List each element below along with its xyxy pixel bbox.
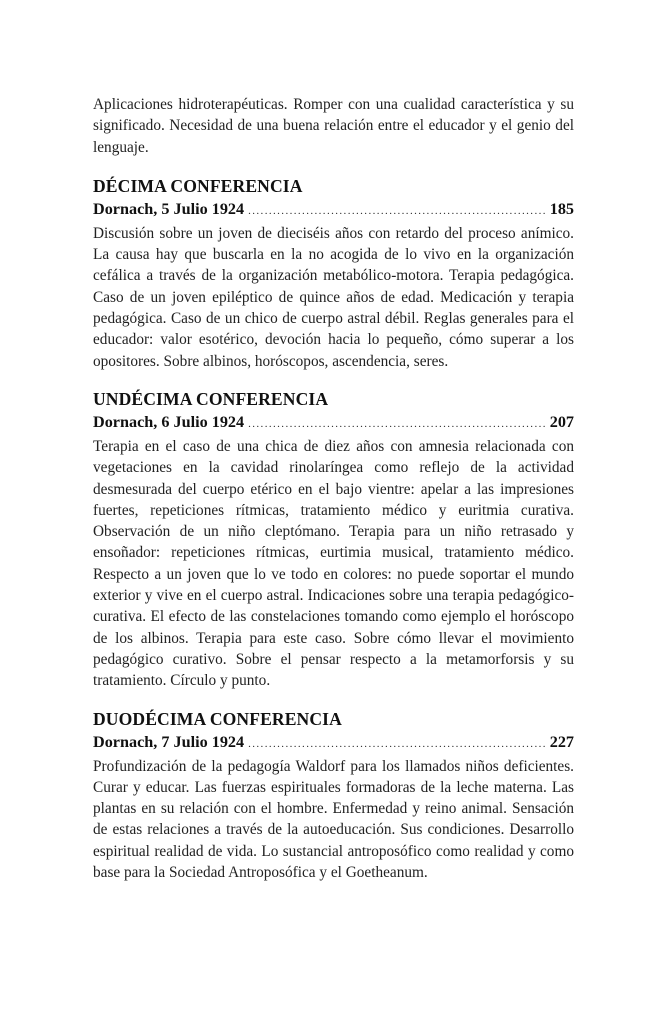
section-title: DUODÉCIMA CONFERENCIA bbox=[93, 708, 342, 729]
entry-line bbox=[93, 198, 574, 223]
page-number: 185 bbox=[549, 199, 574, 218]
section-title: DÉCIMA CONFERENCIA bbox=[93, 175, 303, 196]
entry-date: Dornach, 5 Julio 1924 bbox=[93, 199, 245, 218]
section-summary: Terapia en el caso de una chica de diez años con amnesia relacionada con vegetaciones en la cavidad rinolaríngea como reflejo de la actividad desmesurada del cuerpo etérico en el bajo vientre: apelar a las impresiones fuertes, repeticiones rítmicas, tratamiento médico y euritmia curativa. Observación de un niño cleptómano. Terapia para un niño retrasado y ensoñador: repeticiones rítmicas, eurtimia musical, tratamiento médico. Respecto a un joven que lo ve todo en colores: no puede soportar el mundo exterior y vive en el cuerpo astral. Indicaciones sobre una terapia pedagógico-curativa. El efecto de las constelaciones tomando como ejemplo el horóscopo de los albinos. Terapia para este caso. Sobre cómo llevar el movimiento pedagógico curativo. Sobre el pensar respecto a la metamorforsis y su tratamiento. Círculo y punto. bbox=[93, 437, 574, 690]
entry-date: Dornach, 7 Julio 1924 bbox=[93, 732, 245, 751]
dot-leader bbox=[248, 200, 546, 223]
entry-line bbox=[93, 411, 574, 436]
section-decima bbox=[93, 175, 574, 372]
section-undecima bbox=[93, 388, 574, 692]
page-number: 207 bbox=[549, 412, 574, 431]
entry-date: Dornach, 6 Julio 1924 bbox=[93, 412, 245, 431]
section-title: UNDÉCIMA CONFERENCIA bbox=[93, 388, 329, 409]
section-summary: Discusión sobre un joven de dieciséis años con retardo del proceso anímico. La causa hay que buscarla en la no acogida de lo vivo en la organización cefálica a través de la organización metabólico-motora. Terapia pedagógica. Caso de un joven epiléptico de quince años de edad. Medicación y terapia pedagógica. Caso de un chico de cuerpo astral débil. Reglas generales para el educador: valor esotérico, devoción hacia lo pequeño, cómo superar a los opositores. Sobre albinos, horóscopos, ascendencia, seres. bbox=[93, 224, 574, 370]
intro-paragraph: Aplicaciones hidroterapéuticas. Romper con una cualidad característica y su significado. Necesidad de una buena relación entre el educador y el genio del lenguaje. bbox=[93, 96, 574, 156]
dot-leader bbox=[248, 413, 546, 436]
dot-leader bbox=[248, 733, 546, 756]
entry-line bbox=[93, 731, 574, 756]
table-of-contents-page bbox=[93, 94, 574, 899]
page-number: 227 bbox=[549, 732, 574, 751]
section-duodecima bbox=[93, 708, 574, 884]
section-summary: Profundización de la pedagogía Waldorf para los llamados niños deficientes. Curar y educar. Las fuerzas espirituales formadoras de la leche materna. Las plantas en su relación con el hombre. Enfermedad y reino animal. Sensación de estas relaciones a través de la autoeducación. Sus condiciones. Desarrollo espiritual realidad de vida. Lo sustancial antroposófico como realidad y como base para la Sociedad Antroposófica y el Goetheanum. bbox=[93, 757, 574, 882]
